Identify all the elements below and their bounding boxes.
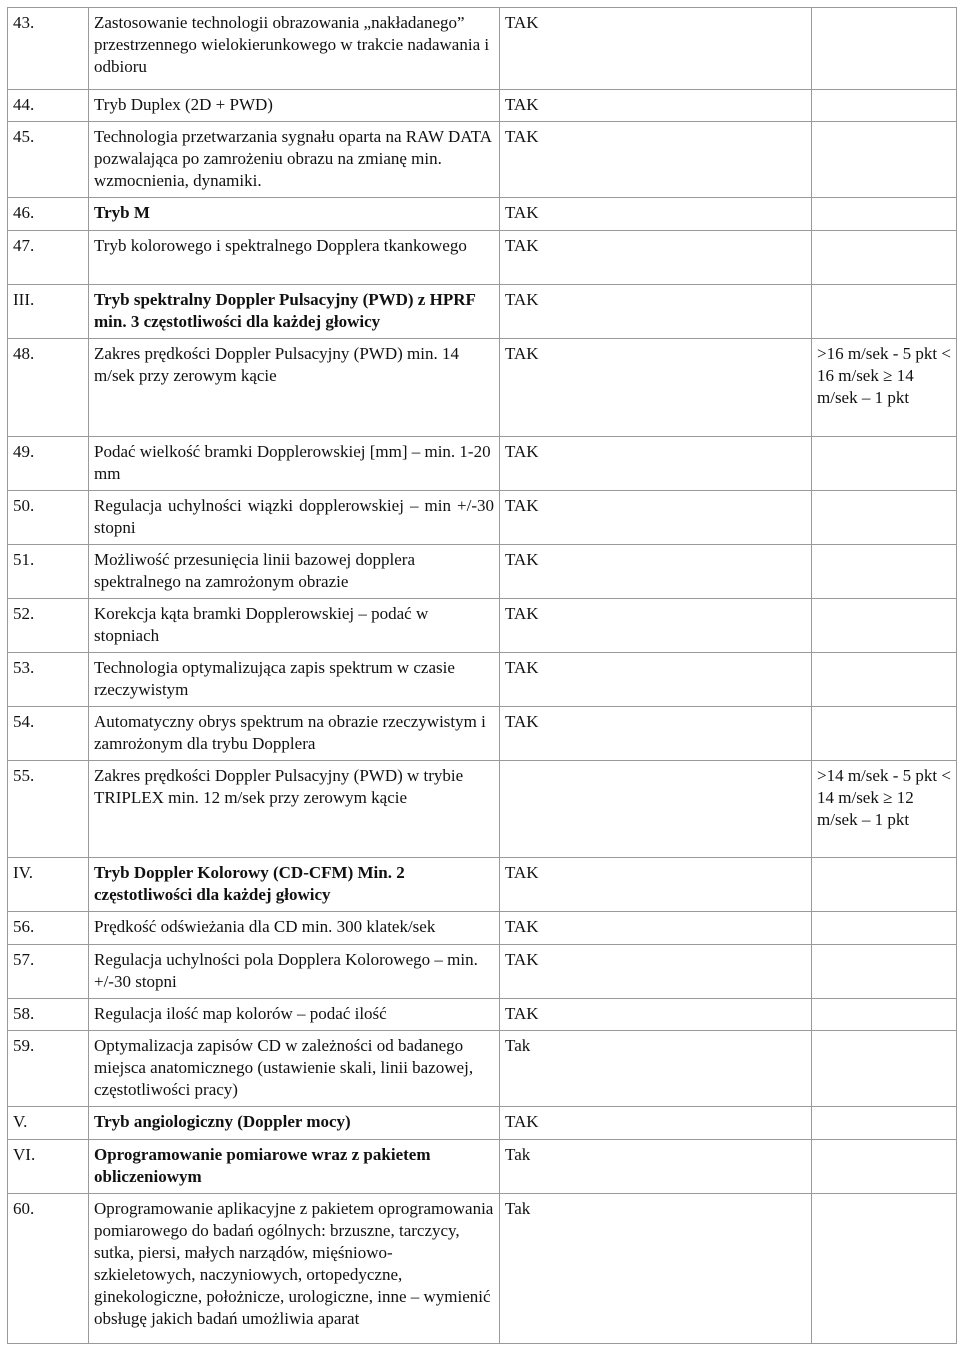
offered-value: TAK	[500, 90, 812, 122]
parameter-text: Regulacja uchylności pola Dopplera Kolorowego – min. +/-30 stopni	[89, 945, 500, 999]
parameter-text: Prędkość odświeżania dla CD min. 300 klatek/sek	[89, 912, 500, 945]
score-criteria	[812, 999, 957, 1031]
score-criteria	[812, 122, 957, 198]
parameter-text: Regulacja uchylności wiązki dopplerowskiej – min +/-30 stopni	[89, 491, 500, 545]
parameter-text: Technologia przetwarzania sygnału oparta na RAW DATA pozwalająca po zamrożeniu obrazu na zmianę min. wzmocnienia, dynamiki.	[89, 122, 500, 198]
row-number: 60.	[8, 1194, 89, 1344]
parameter-text: Korekcja kąta bramki Dopplerowskiej – podać w stopniach	[89, 599, 500, 653]
table-row	[8, 8, 957, 90]
row-number: 52.	[8, 599, 89, 653]
parameter-text: Możliwość przesunięcia linii bazowej dopplera spektralnego na zamrożonym obrazie	[89, 545, 500, 599]
score-criteria	[812, 285, 957, 339]
row-number: 53.	[8, 653, 89, 707]
parameter-text: Zakres prędkości Doppler Pulsacyjny (PWD) min. 14 m/sek przy zerowym kącie	[89, 339, 500, 437]
offered-value: TAK	[500, 707, 812, 761]
parameter-text: Tryb M	[89, 198, 500, 231]
table-row	[8, 122, 957, 198]
parameter-text: Oprogramowanie aplikacyjne z pakietem oprogramowania pomiarowego do badań ogólnych: brzuszne, tarczycy, sutka, piersi, małych narządów, mięśniowo-szkieletowych, naczyniowych, ortopedyczne, ginekologiczne, położnicze, urologiczne, inne – wymienić obsługę jakich badań umożliwia aparat	[89, 1194, 500, 1344]
row-number: VI.	[8, 1140, 89, 1194]
specification-table	[7, 7, 957, 1344]
parameter-text: Tryb spektralny Doppler Pulsacyjny (PWD) z HPRF min. 3 częstotliwości dla każdej głowicy	[89, 285, 500, 339]
table-row	[8, 912, 957, 945]
score-criteria: >14 m/sek - 5 pkt < 14 m/sek ≥ 12 m/sek – 1 pkt	[812, 761, 957, 858]
table-row	[8, 90, 957, 122]
parameter-text: Zakres prędkości Doppler Pulsacyjny (PWD) w trybie TRIPLEX min. 12 m/sek przy zerowym kącie	[89, 761, 500, 858]
table-row	[8, 198, 957, 231]
parameter-text: Optymalizacja zapisów CD w zależności od badanego miejsca anatomicznego (ustawienie skali, linii bazowej, częstotliwości pracy)	[89, 1031, 500, 1107]
table-row	[8, 339, 957, 437]
table-row	[8, 285, 957, 339]
row-number: 49.	[8, 437, 89, 491]
parameter-text: Automatyczny obrys spektrum na obrazie rzeczywistym i zamrożonym dla trybu Dopplera	[89, 707, 500, 761]
score-criteria	[812, 653, 957, 707]
parameter-text: Technologia optymalizująca zapis spektrum w czasie rzeczywistym	[89, 653, 500, 707]
row-number: 45.	[8, 122, 89, 198]
offered-value: TAK	[500, 198, 812, 231]
parameter-text: Tryb kolorowego i spektralnego Dopplera tkankowego	[89, 231, 500, 285]
offered-value: TAK	[500, 1107, 812, 1140]
score-criteria	[812, 198, 957, 231]
offered-value: TAK	[500, 945, 812, 999]
table-row	[8, 1194, 957, 1344]
parameter-text: Tryb Duplex (2D + PWD)	[89, 90, 500, 122]
table-row	[8, 707, 957, 761]
offered-value: TAK	[500, 339, 812, 437]
offered-value	[500, 761, 812, 858]
parameter-text: Zastosowanie technologii obrazowania „nakładanego” przestrzennego wielokierunkowego w trakcie nadawania i odbioru	[89, 8, 500, 90]
score-criteria	[812, 707, 957, 761]
row-number: 44.	[8, 90, 89, 122]
offered-value: TAK	[500, 545, 812, 599]
offered-value: Tak	[500, 1194, 812, 1344]
table-row	[8, 858, 957, 912]
score-criteria	[812, 912, 957, 945]
score-criteria: >16 m/sek - 5 pkt < 16 m/sek ≥ 14 m/sek – 1 pkt	[812, 339, 957, 437]
table-row	[8, 545, 957, 599]
parameter-text: Regulacja ilość map kolorów – podać ilość	[89, 999, 500, 1031]
score-criteria	[812, 1140, 957, 1194]
table-row	[8, 231, 957, 285]
offered-value: TAK	[500, 8, 812, 90]
score-criteria	[812, 90, 957, 122]
row-number: 51.	[8, 545, 89, 599]
table-row	[8, 599, 957, 653]
offered-value: TAK	[500, 122, 812, 198]
row-number: IV.	[8, 858, 89, 912]
row-number: 57.	[8, 945, 89, 999]
score-criteria	[812, 491, 957, 545]
row-number: 59.	[8, 1031, 89, 1107]
table-row	[8, 653, 957, 707]
offered-value: TAK	[500, 231, 812, 285]
offered-value: TAK	[500, 858, 812, 912]
table-row	[8, 1140, 957, 1194]
row-number: III.	[8, 285, 89, 339]
score-criteria	[812, 545, 957, 599]
parameter-text: Podać wielkość bramki Dopplerowskiej [mm] – min. 1-20 mm	[89, 437, 500, 491]
offered-value: Tak	[500, 1031, 812, 1107]
score-criteria	[812, 858, 957, 912]
table-row	[8, 437, 957, 491]
parameter-text: Tryb angiologiczny (Doppler mocy)	[89, 1107, 500, 1140]
row-number: 47.	[8, 231, 89, 285]
offered-value: Tak	[500, 1140, 812, 1194]
table-row	[8, 491, 957, 545]
row-number: 55.	[8, 761, 89, 858]
offered-value: TAK	[500, 653, 812, 707]
offered-value: TAK	[500, 599, 812, 653]
row-number: 56.	[8, 912, 89, 945]
score-criteria	[812, 1107, 957, 1140]
parameter-text: Oprogramowanie pomiarowe wraz z pakietem obliczeniowym	[89, 1140, 500, 1194]
offered-value: TAK	[500, 285, 812, 339]
score-criteria	[812, 437, 957, 491]
row-number: 43.	[8, 8, 89, 90]
row-number: 50.	[8, 491, 89, 545]
table-row	[8, 761, 957, 858]
table-row	[8, 945, 957, 999]
table-row	[8, 1107, 957, 1140]
row-number: 48.	[8, 339, 89, 437]
score-criteria	[812, 231, 957, 285]
table-row	[8, 999, 957, 1031]
parameter-text: Tryb Doppler Kolorowy (CD-CFM) Min. 2 częstotliwości dla każdej głowicy	[89, 858, 500, 912]
offered-value: TAK	[500, 491, 812, 545]
score-criteria	[812, 945, 957, 999]
table-row	[8, 1031, 957, 1107]
row-number: 46.	[8, 198, 89, 231]
score-criteria	[812, 599, 957, 653]
score-criteria	[812, 8, 957, 90]
row-number: 54.	[8, 707, 89, 761]
score-criteria	[812, 1194, 957, 1344]
score-criteria	[812, 1031, 957, 1107]
offered-value: TAK	[500, 912, 812, 945]
row-number: V.	[8, 1107, 89, 1140]
offered-value: TAK	[500, 999, 812, 1031]
row-number: 58.	[8, 999, 89, 1031]
offered-value: TAK	[500, 437, 812, 491]
